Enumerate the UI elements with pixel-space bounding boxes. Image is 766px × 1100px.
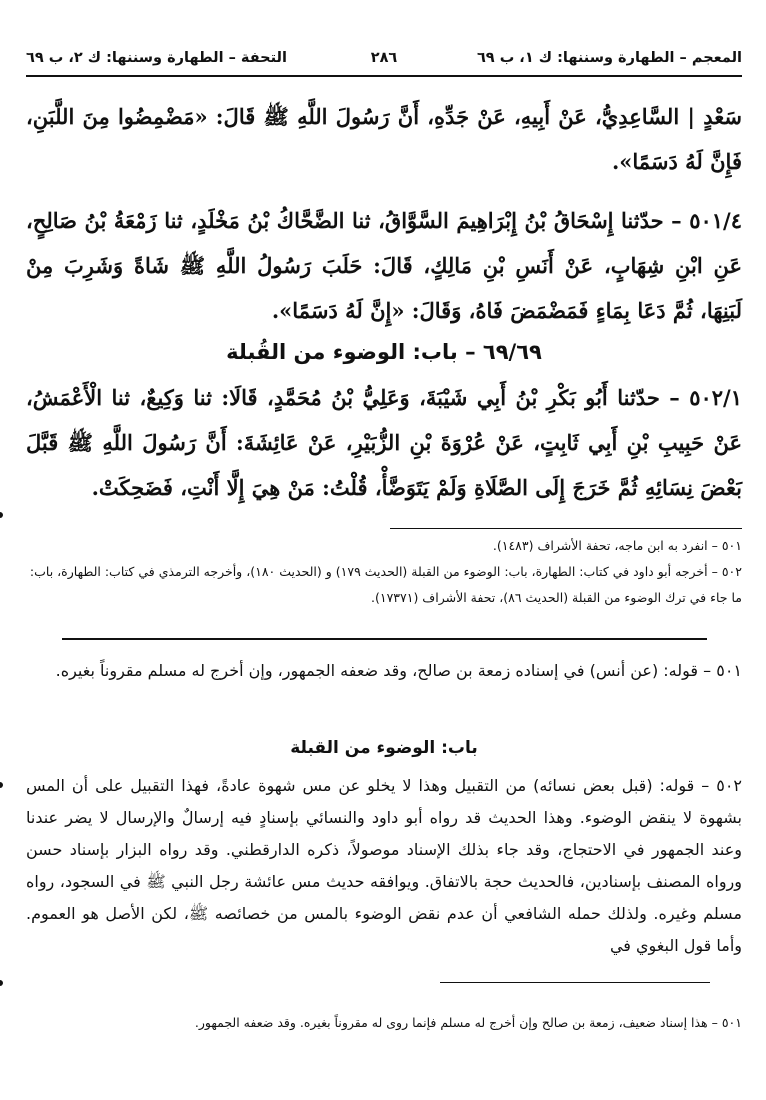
header-rule (26, 75, 742, 77)
header-right: المعجم – الطهارة وسننها: ك ١، ب ٦٩ (476, 50, 742, 66)
commentary-501 (26, 655, 742, 687)
page-number: ٢٨٦ (370, 50, 398, 66)
bottom-note: ٥٠١ – هذا إسناد ضعيف، زمعة بن صالح وإن أخرج له مسلم فإنما روى له مقروناً بغيره. وقد ضعفه الجمهور. (194, 1015, 742, 1030)
hadith-501: ٥٠١/٤ – حدّثنا إِسْحَاقُ بْنُ إِبْرَاهِيمَ السَّوَّاقُ، ثنا الضَّحَّاكُ بْنُ مَخْلَدٍ، ثنا زَمْعَةُ بْنُ صَالِحٍ، عَنِ ابْنِ شِهَابٍ، عَنْ أَنَسِ بْنِ مَالِكٍ، قَالَ: حَلَبَ رَسُولُ اللَّهِ ﷺ شَاةً وَشَرِبَ مِنْ لَبَنِهَا، ثُمَّ دَعَا بِمَاءٍ فَمَضْمَضَ فَاهُ، وَقَالَ: «إِنَّ لَهُ دَسَمًا». (26, 208, 742, 323)
commentary-separator (62, 638, 707, 640)
bottom-rule (440, 982, 710, 983)
bab-title: ٦٩/٦٩ – باب: الوضوء من القُبلة (226, 340, 542, 364)
margin-mark (0, 782, 3, 788)
commentary-501-text: ٥٠١ – قوله: (عن أنس) في إسناده زمعة بن صالح، وقد ضعفه الجمهور، وإن أخرج له مسلم مقروناً بغيره. (55, 661, 742, 680)
commentary-502 (26, 770, 742, 962)
commentary-title: باب: الوضوء من القبلة (290, 738, 478, 758)
footnote-502: ٥٠٢ – أخرجه أبو داود في كتاب: الطهارة، باب: الوضوء من القبلة (الحديث ١٧٩) و (الحديث ١٨٠)، وأخرجه الترمذي في كتاب: الطهارة، باب: ما جاء في ترك الوضوء من القبلة (الحديث ٨٦)، تحفة الأشراف (١٧٣٧١). (29, 564, 742, 605)
header-left: التحفة – الطهارة وسننها: ك ٢، ب ٦٩ (26, 50, 287, 66)
footnote-501: ٥٠١ – انفرد به ابن ماجه، تحفة الأشراف (١٤٨٣). (492, 538, 742, 553)
footnotes (26, 533, 742, 611)
page-header (26, 46, 742, 72)
margin-mark (0, 980, 3, 986)
hadith-500-end: سَعْدٍ | السَّاعِدِيُّ، عَنْ أَبِيهِ، عَنْ جَدِّهِ، أَنَّ رَسُولَ اللَّهِ ﷺ قَالَ: «مَضْمِضُوا مِنَ اللَّبَنِ، فَإِنَّ لَهُ دَسَمًا». (26, 104, 742, 174)
footnote-rule (390, 528, 742, 529)
commentary-502-text: ٥٠٢ – قوله: (قبل بعض نسائه) من التقبيل وهذا لا يخلو عن مس شهوة عادةً، فهذا التقبيل على أن المس بشهوة لا ينقض الوضوء. وهذا الحديث قد رواه أبو داود والنسائي بإسنادٍ فيه إرسالٌ والإرسال لا يضر عندنا وعند الجمهور في الاحتجاج، وقد جاء بذلك الإسناد موصولاً، ذكره الدارقطني. وقد رواه البزار بإسناد حسن ورواه المصنف بإسنادين، فالحديث حجة بالاتفاق. ويوافقه حديث مس عائشة رجل النبي ﷺ في السجود، رواه مسلم وغيره. ولذلك حمله الشافعي أن عدم نقض الوضوء بالمس من خصائصه ﷺ، لكن الأصل هو العموم. وأما قول البغوي في (26, 776, 742, 955)
hadith-502: ٥٠٢/١ – حدّثنا أَبُو بَكْرِ بْنُ أَبِي شَيْبَةَ، وَعَلِيُّ بْنُ مُحَمَّدٍ، قَالَا: ثنا وَكِيعٌ، ثنا الْأَعْمَشُ، عَنْ حَبِيبِ بْنِ أَبِي ثَابِتٍ، عَنْ عُرْوَةَ بْنِ الزُّبَيْرِ، عَنْ عَائِشَةَ: أَنَّ رَسُولَ اللَّهِ ﷺ قَبَّلَ بَعْضَ نِسَائِهِ ثُمَّ خَرَجَ إِلَى الصَّلَاةِ وَلَمْ يَتَوَضَّأْ، قُلْتُ: مَنْ هِيَ إِلَّا أَنْتِ، فَضَحِكَتْ. (26, 385, 742, 500)
margin-mark (0, 512, 3, 518)
